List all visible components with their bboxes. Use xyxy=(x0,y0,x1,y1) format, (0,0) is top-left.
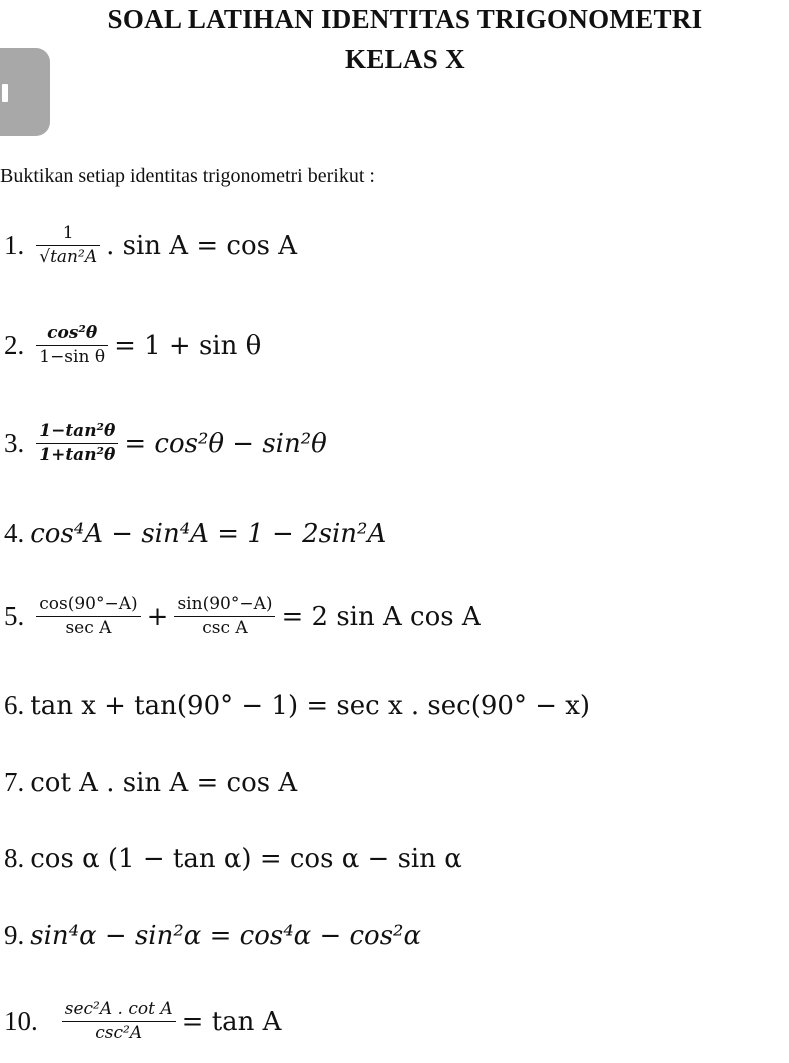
problem-4 xyxy=(4,518,386,549)
problem-number: 3. xyxy=(4,428,25,459)
problem-number: 10. xyxy=(4,1006,38,1037)
problem-expression: cos⁴A − sin⁴A = 1 − 2sin²A xyxy=(30,518,387,549)
fraction-denominator: 1−sin θ xyxy=(39,347,106,368)
fraction-numerator: sec²A . cot A xyxy=(64,999,173,1019)
problem-expression: = 1 + sin θ xyxy=(114,330,262,361)
fraction-numerator: 1 xyxy=(62,223,74,243)
problem-expression: sin⁴α − sin²α = cos⁴α − cos²α xyxy=(30,920,422,951)
fraction-numerator: cos(90°−A) xyxy=(39,594,138,614)
fraction-denominator: csc A xyxy=(202,618,248,639)
problem-number: 9. xyxy=(4,920,25,950)
fraction-denominator: sec A xyxy=(65,618,112,639)
problem-number: 8. xyxy=(4,843,25,873)
fraction-denominator: 1+tan²θ xyxy=(39,445,116,466)
problem-7 xyxy=(4,767,297,798)
fraction xyxy=(36,222,100,269)
page-badge xyxy=(0,48,50,136)
problem-number: 1. xyxy=(4,230,25,261)
problem-1 xyxy=(4,222,297,269)
problem-number: 2. xyxy=(4,330,25,361)
problem-6 xyxy=(4,690,590,721)
problem-number: 7. xyxy=(4,767,25,797)
badge-mark-icon xyxy=(2,84,8,102)
problem-5 xyxy=(4,593,481,640)
problem-expression: cot A . sin A = cos A xyxy=(30,767,298,798)
problem-8 xyxy=(4,843,462,874)
page-title: SOAL LATIHAN IDENTITAS TRIGONOMETRI xyxy=(107,4,703,34)
problem-expression: . sin A = cos A xyxy=(106,230,297,261)
fraction xyxy=(36,420,118,467)
fraction xyxy=(62,998,176,1045)
problem-10 xyxy=(4,998,281,1045)
problem-9 xyxy=(4,920,421,951)
fraction xyxy=(174,593,275,640)
fraction xyxy=(36,322,108,369)
fraction-denominator: √tan²A xyxy=(39,247,98,268)
problem-expression: = tan A xyxy=(181,1006,282,1037)
fraction xyxy=(36,593,140,640)
problem-expression: = cos²θ − sin²θ xyxy=(124,428,327,459)
instruction-text: Buktikan setiap identitas trigonometri berikut : xyxy=(0,165,375,187)
problem-expression: cos α (1 − tan α) = cos α − sin α xyxy=(30,843,462,874)
problem-expression: = 2 sin A cos A xyxy=(281,601,481,632)
problem-number: 5. xyxy=(4,601,25,632)
problem-2 xyxy=(4,322,261,369)
plus-sign: + xyxy=(146,601,169,632)
fraction-denominator: csc²A xyxy=(95,1023,143,1044)
problem-3 xyxy=(4,420,327,467)
fraction-numerator: sin(90°−A) xyxy=(177,594,273,614)
fraction-numerator: cos²θ xyxy=(47,323,98,343)
problem-number: 4. xyxy=(4,518,25,548)
fraction-numerator: 1−tan²θ xyxy=(39,421,116,441)
problem-number: 6. xyxy=(4,690,25,720)
page-subtitle: KELAS X xyxy=(345,44,465,74)
problem-expression: tan x + tan(90° − 1) = sec x . sec(90° − x) xyxy=(30,690,591,721)
